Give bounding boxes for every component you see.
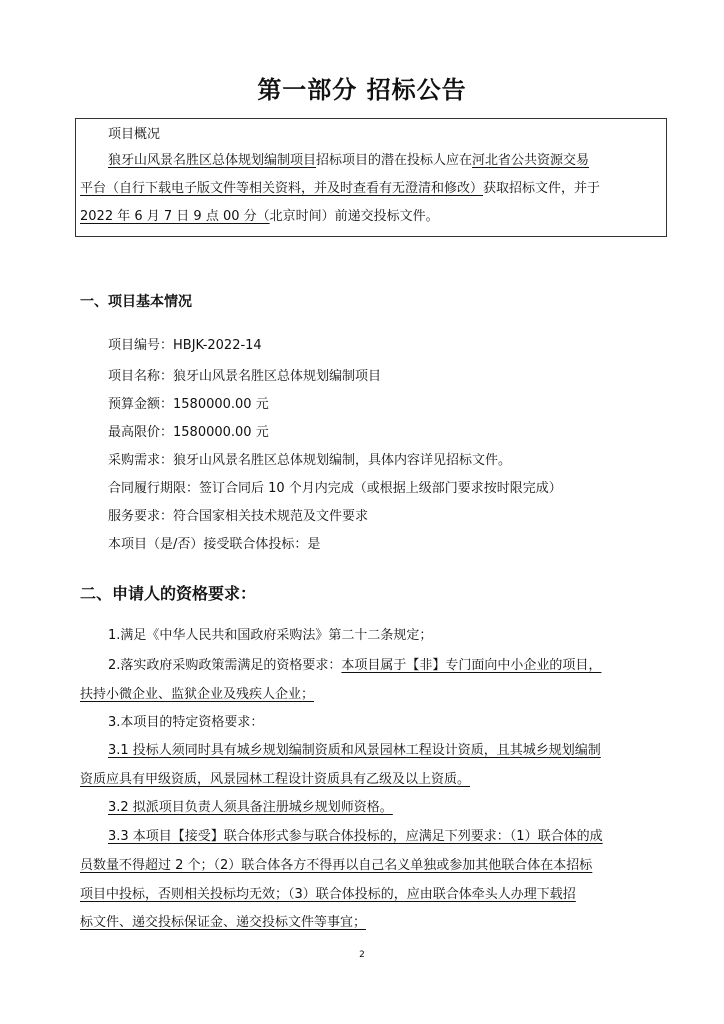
requirement-2-prefix: 2.落实政府采购政策需满足的资格要求：	[108, 658, 342, 673]
requirement-2-sme: 本项目属于【非】专门面向中小企业的项目，	[341, 658, 602, 673]
project-number: 项目编号：HBJK-2022-14	[108, 338, 262, 353]
page-number: 2	[359, 950, 365, 960]
overview-line-3-rest: 北京时间）前递交投标文件。	[269, 209, 439, 224]
requirement-2-cont: 扶持小微企业、监狱企业及残疾人企业；	[80, 687, 315, 702]
overview-line-2-rest: 获取招标文件，并于	[483, 181, 601, 196]
consortium-accepted: 本项目（是/否）接受联合体投标：是	[108, 537, 321, 552]
requirement-1: 1.满足《中华人民共和国政府采购法》第二十二条规定；	[108, 628, 433, 643]
section-2-heading: 二、申请人的资格要求：	[80, 584, 257, 603]
platform-text-cont: 平台（自行下载电子版文件等相关资料，并及时查看有无澄清和修改）	[80, 181, 484, 196]
overview-heading: 项目概况	[108, 127, 161, 142]
requirement-3-3-line-2: 员数量不得超过 2 个；（2）联合体各方不得再以自己名义单独或参加其他联合体在本招标	[80, 858, 593, 873]
budget-amount: 预算金额：1580000.00 元	[108, 397, 269, 412]
overview-line-1	[108, 152, 589, 170]
platform-text: 河北省公共资源交易	[472, 153, 590, 168]
service-requirement: 服务要求：符合国家相关技术规范及文件要求	[108, 509, 369, 524]
requirement-3-1-line-2: 资质应具有甲级资质，风景园林工程设计资质具有乙级及以上资质。	[80, 772, 471, 787]
max-price: 最高限价：1580000.00 元	[108, 425, 269, 440]
project-name: 项目名称：狼牙山风景名胜区总体规划编制项目	[108, 369, 382, 384]
requirement-2	[108, 657, 601, 675]
requirement-3-3-line-3: 项目中投标，否则相关投标均无效；（3）联合体投标的，应由联合体牵头人办理下载招	[80, 887, 576, 902]
section-1-heading: 一、项目基本情况	[80, 294, 192, 310]
project-name-text: 狼牙山风景名胜区总体规划编制项目	[108, 153, 317, 168]
overview-mid-text: 招标项目的潜在投标人应在	[316, 153, 473, 168]
requirement-3-3-line-4: 标文件、递交投标保证金、递交投标文件等事宜；	[80, 915, 367, 930]
requirement-3-1-line-1: 3.1 投标人须同时具有城乡规划编制资质和风景园林工程设计资质，且其城乡规划编制	[108, 743, 601, 758]
overview-line-2	[80, 180, 600, 198]
contract-period: 合同履行期限：签订合同后 10 个月内完成（或根据上级部门要求按时限完成）	[108, 481, 562, 496]
requirement-3: 3.本项目的特定资格要求：	[108, 715, 264, 730]
procurement-requirement: 采购需求：狼牙山风景名胜区总体规划编制，具体内容详见招标文件。	[108, 453, 512, 468]
requirement-3-3-line-1: 3.3 本项目【接受】联合体形式参与联合体投标的，应满足下列要求：（1）联合体的成	[108, 829, 603, 844]
deadline-text: 2022 年 6 月 7 日 9 点 00 分（	[80, 209, 270, 224]
page-title: 第一部分 招标公告	[257, 76, 467, 104]
overview-line-3	[80, 208, 439, 226]
requirement-3-2: 3.2 拟派项目负责人须具备注册城乡规划师资格。	[108, 800, 393, 815]
